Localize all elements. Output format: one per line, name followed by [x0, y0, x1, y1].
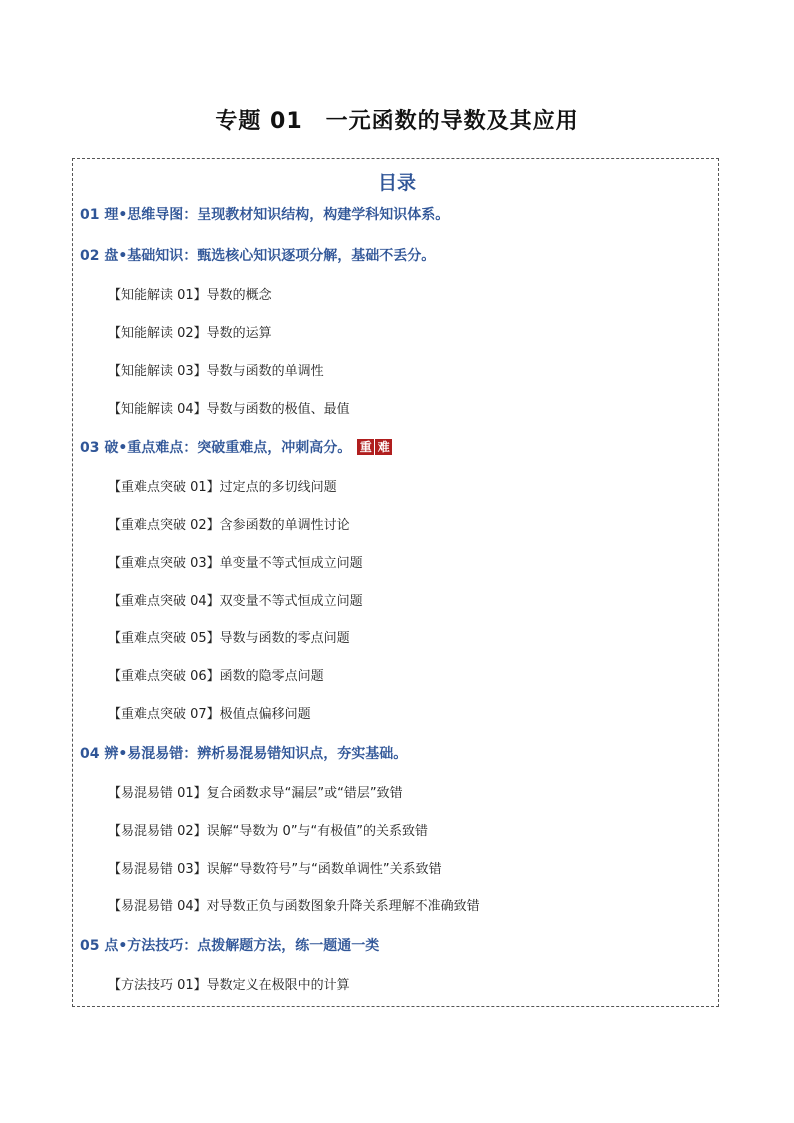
toc-item[interactable]: 【知能解读 02】导数的运算 [108, 326, 272, 341]
toc-item[interactable]: 【知能解读 03】导数与函数的单调性 [108, 364, 324, 379]
toc-item[interactable]: 【易混易错 01】复合函数求导“漏层”或“错层”致错 [108, 786, 403, 801]
toc-item[interactable]: 【重难点突破 03】单变量不等式恒成立问题 [108, 556, 363, 571]
toc-section-label: 03 破•重点难点：突破重难点，冲刺高分。 [80, 440, 352, 456]
difficulty-badges [357, 439, 392, 455]
toc-section-02[interactable]: 02 盘•基础知识：甄选核心知识逐项分解，基础不丢分。 [80, 248, 436, 264]
toc-item[interactable]: 【重难点突破 05】导数与函数的零点问题 [108, 631, 350, 646]
toc-section-04[interactable]: 04 辨•易混易错：辨析易混易错知识点，夯实基础。 [80, 746, 408, 762]
toc-item[interactable]: 【易混易错 04】对导数正负与函数图象升降关系理解不准确致错 [108, 899, 480, 914]
toc-item[interactable]: 【重难点突破 04】双变量不等式恒成立问题 [108, 594, 363, 609]
toc-item[interactable]: 【重难点突破 02】含参函数的单调性讨论 [108, 518, 350, 533]
badge-key: 重 [357, 439, 374, 455]
toc-section-05[interactable]: 05 点•方法技巧：点拨解题方法，练一题通一类 [80, 938, 380, 954]
toc-section-01[interactable]: 01 理•思维导图：呈现教材知识结构，构建学科知识体系。 [80, 207, 450, 223]
toc-section-03[interactable] [80, 439, 392, 457]
document-title: 专题 01 一元函数的导数及其应用 [215, 109, 579, 134]
toc-box [72, 158, 719, 1007]
toc-item[interactable]: 【方法技巧 01】导数定义在极限中的计算 [108, 978, 350, 993]
toc-item[interactable]: 【知能解读 01】导数的概念 [108, 288, 272, 303]
toc-item[interactable]: 【易混易错 03】误解“导数符号”与“函数单调性”关系致错 [108, 862, 442, 877]
toc-item[interactable]: 【知能解读 04】导数与函数的极值、最值 [108, 402, 350, 417]
toc-item[interactable]: 【重难点突破 07】极值点偏移问题 [108, 707, 311, 722]
toc-item[interactable]: 【易混易错 02】误解“导数为 0”与“有极值”的关系致错 [108, 824, 429, 839]
toc-heading: 目录 [377, 172, 416, 194]
toc-item[interactable]: 【重难点突破 01】过定点的多切线问题 [108, 480, 337, 495]
badge-hard: 难 [375, 439, 392, 455]
toc-item[interactable]: 【重难点突破 06】函数的隐零点问题 [108, 669, 324, 684]
